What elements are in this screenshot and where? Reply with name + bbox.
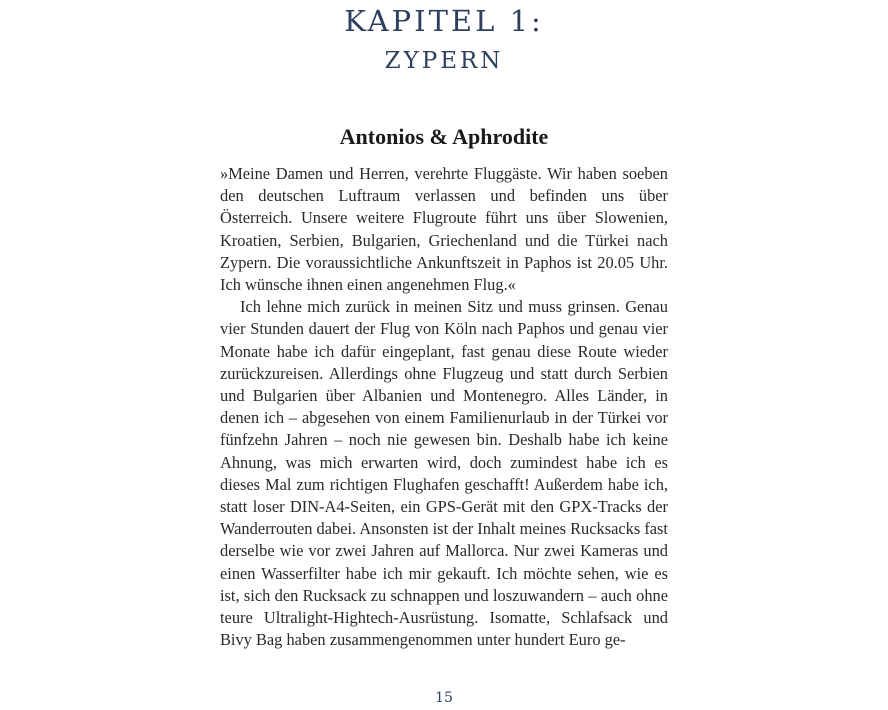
paragraph-announcement: »Meine Damen und Herren, verehrte Fluggäste. Wir haben soeben den deutschen Luftraum verlassen und befinden uns über Österreich. Unsere weitere Flugroute führt uns über Slowenien, Kroatien, Serbien, Bulgarien, Griechenland und die Türkei nach Zypern. Die voraussichtliche Ankunftszeit in Paphos ist 20.05 Uhr. Ich wünsche ihnen einen angenehmen Flug.« [220, 164, 668, 295]
body-text [220, 163, 668, 651]
page-number: 15 [435, 690, 453, 706]
section-heading: Antonios & Aphrodite [339, 124, 549, 149]
paragraph-narrative: Ich lehne mich zurück in meinen Sitz und muss grinsen. Genau vier Stunden dauert der Flug von Köln nach Paphos und genau vier Monate habe ich dafür eingeplant, fast genau diese Route wieder zurückzureisen. Allerdings ohne Flugzeug und statt durch Serbien und Bulgarien über Albanien und Montenegro. Alles Länder, in denen ich – abgesehen von einem Familienurlaub in der Türkei vor fünfzehn Jahren – noch nie gewesen bin. Deshalb habe ich keine Ahnung, was mich erwarten wird, doch zumindest habe ich es dieses Mal zum richtigen Flughafen geschafft! Außerdem habe ich, statt loser DIN-A4-Seiten, ein GPS-Gerät mit den GPX-Tracks der Wanderrouten dabei. Ansonsten ist der Inhalt meines Rucksacks fast derselbe wie vor zwei Jahren auf Mallorca. Nur zwei Kameras und einen Wasserfilter habe ich mir gekauft. Ich möchte sehen, wie es ist, sich den Rucksack zu schnappen und loszuwandern – auch ohne teure Ultralight-Hightech-Ausrüstung. Isomatte, Schlafsack und Bivy Bag haben zusammengenommen unter hundert Euro ge- [220, 297, 668, 650]
chapter-number: KAPITEL 1: [344, 4, 544, 38]
chapter-title: ZYPERN [384, 48, 504, 74]
